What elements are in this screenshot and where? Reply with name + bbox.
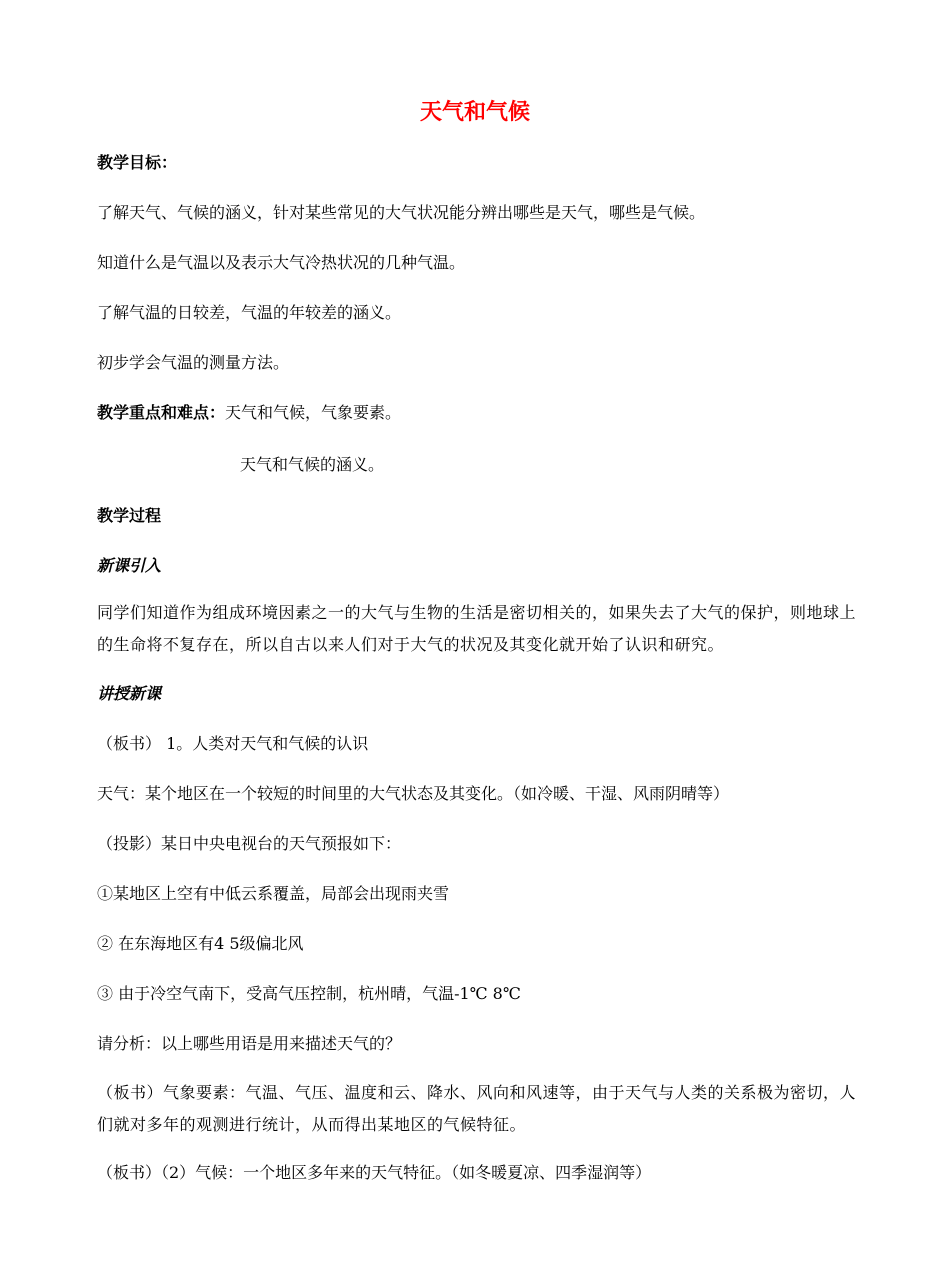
objective-item-3: 了解气温的日较差，气温的年较差的涵义。 [97,303,402,322]
lecture-line-1: （板书） 1。人类对天气和气候的认识 [97,734,369,753]
weather-elements-paragraph: （板书）气象要素：气温、气压、温度和云、降水、风向和风速等，由于天气与人类的关系极为密切，人们就对多年的观测进行统计，从而得出某地区的气候特征。 [97,1083,857,1134]
key-points-text: 天气和气候，气象要素。 [225,403,402,422]
document-title: 天气和气候 [419,100,530,125]
analysis-question: 请分析：以上哪些用语是用来描述天气的？ [97,1034,402,1053]
forecast-item-3: ③ 由于冷空气南下，受高气压控制，杭州晴，气温-1℃ 8℃ [97,984,521,1003]
forecast-item-2: ② 在东海地区有4 5级偏北风 [97,934,304,953]
climate-definition-line: （板书）（2）气候：一个地区多年来的天气特征。（如冬暖夏凉、四季湿润等） [97,1163,652,1182]
objective-item-1: 了解天气、气候的涵义，针对某些常见的大气状况能分辨出哪些是天气，哪些是气候。 [97,203,706,222]
objective-item-4: 初步学会气温的测量方法。 [97,353,290,372]
objective-item-2: 知道什么是气温以及表示大气冷热状况的几种气温。 [97,253,466,272]
forecast-item-1: ①某地区上空有中低云系覆盖，局部会出现雨夹雪 [97,884,450,903]
difficult-points-text: 天气和气候的涵义。 [240,455,385,474]
process-heading: 教学过程 [97,506,162,525]
intro-paragraph: 同学们知道作为组成环境因素之一的大气与生物的生活是密切相关的，如果失去了大气的保护，则地球上的生命将不复存在，所以自古以来人们对于大气的状况及其变化就开始了认识和研究。 [97,603,857,654]
intro-heading: 新课引入 [97,556,162,575]
lecture-heading: 讲授新课 [97,684,162,703]
lecture-line-2: 天气：某个地区在一个较短的时间里的大气状态及其变化。（如冷暖、干湿、风雨阴晴等） [97,784,730,803]
objectives-heading: 教学目标： [97,153,178,172]
key-points-line [97,403,401,423]
key-points-label: 教学重点和难点： [97,403,226,422]
lecture-line-3: （投影）某日中央电视台的天气预报如下： [97,834,402,853]
